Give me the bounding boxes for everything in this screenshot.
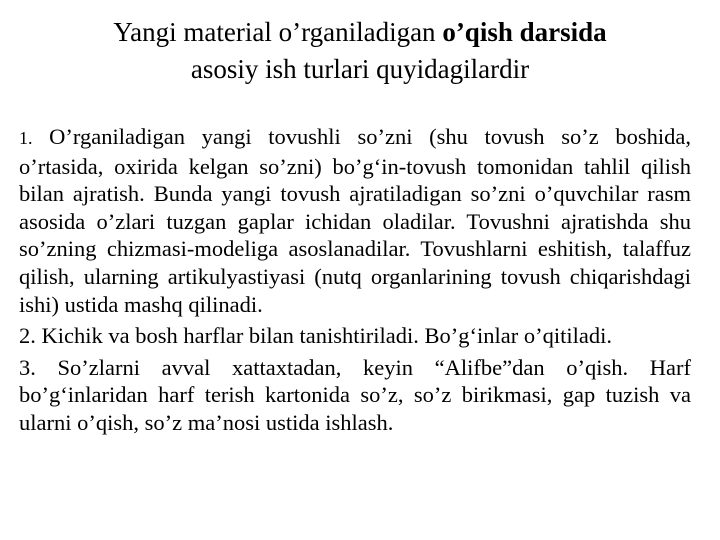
title-line-1-text: Yangi material o’rganiladigan <box>113 17 443 47</box>
list-item-2 <box>19 322 691 350</box>
title-line-2: asosiy ish turlari quyidagilardir <box>190 54 530 84</box>
list-item-1-number: 1. <box>19 128 33 148</box>
slide-body <box>19 123 691 437</box>
list-item-3-number: 3. <box>19 354 36 380</box>
list-item-1-text: O’rganiladigan yangi tovushli so’zni (shu tovush so’z boshida, o’rtasida, oxirida kelgan so’zni) bo’g‘in-tovush tomonidan tahlil qilish bilan ajratish. Bunda yangi tovush ajratiladigan so’zni o’quvchilar rasm asosida o’zlari tuzgan gaplar ichidan oladilar. Tovushni ajratishda shu so’zning chizmasi-modeliga asoslanadilar. Tovushlarni eshitish, talaffuz qilish, ularning artikulyastiyasi (nutq organlarining tovush chiqarishdagi ishi) ustida mashq qilinadi. <box>19 124 691 317</box>
title-line-1 <box>20 14 700 51</box>
title-bold-text: o’qish darsida <box>442 17 607 47</box>
list-item-3 <box>19 354 691 437</box>
list-item-3-text: So’zlarni avval xattaxtadan, keyin “Alifbe”dan o’qish. Harf bo’g‘inlaridan harf terish kartonida so’z, so’z birikmasi, gap tuzish va ularni o’qish, so’z ma’nosi ustida ishlash. <box>19 354 691 435</box>
list-item-2-number: 2. <box>19 323 36 349</box>
list-item-1 <box>19 123 691 318</box>
list-item-2-text: Kichik va bosh harflar bilan tanishtiriladi. Bo’g‘inlar o’qitiladi. <box>41 323 612 349</box>
slide-title <box>20 14 700 88</box>
